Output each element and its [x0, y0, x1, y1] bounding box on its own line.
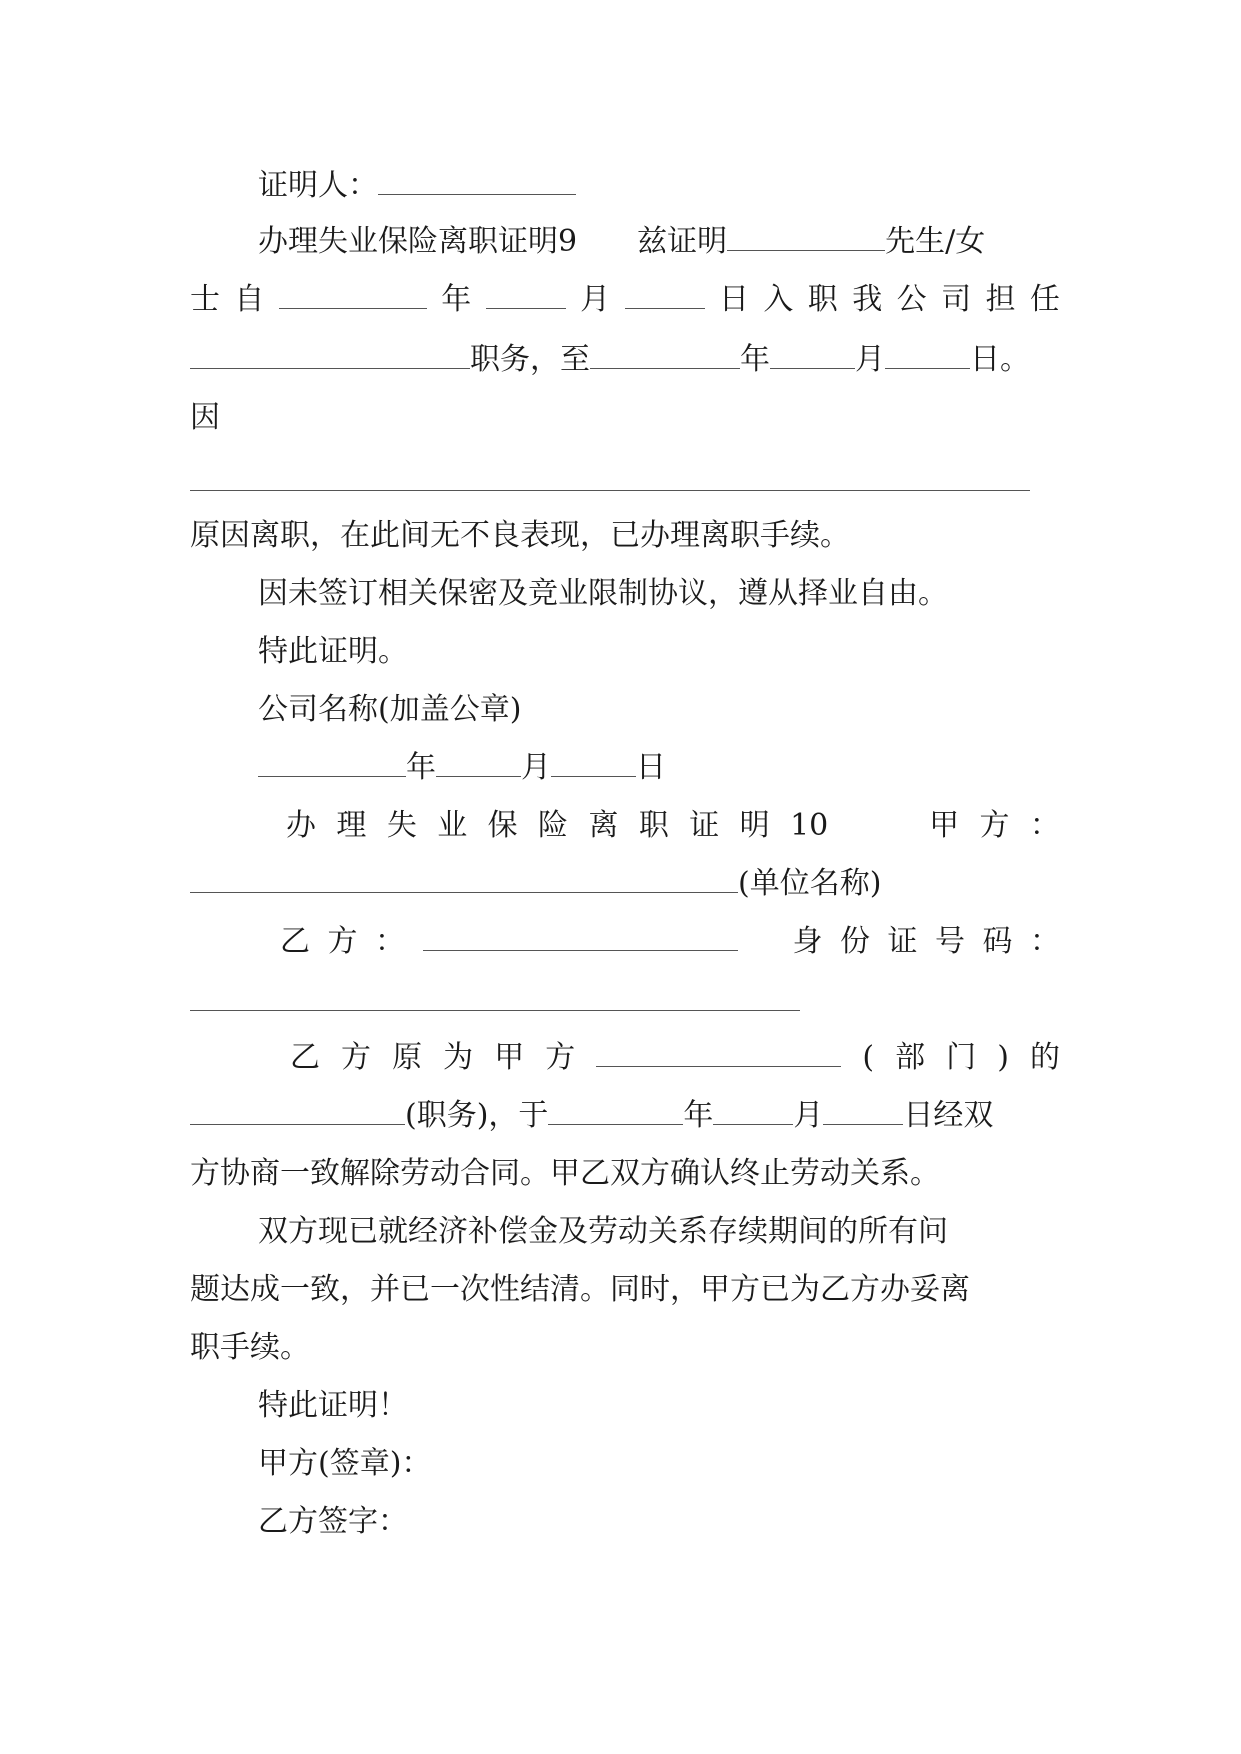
- text-char: 月: [580, 282, 611, 317]
- text-char: 方: [545, 1040, 576, 1075]
- text-char: 乙: [290, 1040, 320, 1075]
- cert9-title-line: [190, 222, 1128, 262]
- hereby-certify-line: 特此证明。: [258, 634, 408, 669]
- text-char: 保: [487, 808, 518, 843]
- witness-line: [190, 166, 1128, 206]
- text-char: 证: [887, 924, 918, 959]
- employer-blank: [190, 864, 738, 893]
- employer-label: (单位名称): [738, 866, 882, 901]
- cert9-title-suffix: 先生/女: [885, 224, 986, 259]
- text-char: 份: [840, 924, 870, 959]
- position-line: [190, 340, 1060, 380]
- reason-blank: [190, 490, 1030, 491]
- text-char: 的: [1029, 1040, 1060, 1075]
- text-char: 理: [336, 808, 367, 843]
- text-char: 离: [588, 808, 619, 843]
- text-char: 办: [286, 808, 316, 843]
- text-char: 方: [341, 1040, 372, 1075]
- entry-year-blank: [279, 280, 427, 309]
- text-char: 自: [234, 282, 265, 317]
- text-char: (: [862, 1040, 875, 1075]
- cert9-title: 办理失业保险离职证明9: [258, 224, 578, 259]
- leave-month-blank: [770, 340, 855, 369]
- text-char: 任: [1029, 282, 1060, 317]
- department-blank: [596, 1038, 841, 1067]
- text-char: 职: [807, 282, 838, 317]
- cert10-title-line: [190, 806, 1060, 846]
- text-char: 司: [941, 282, 972, 317]
- month-text: 月: [521, 750, 551, 785]
- position-blank: [190, 340, 470, 369]
- text-char: 证: [689, 808, 720, 843]
- cert9-intro: 兹证明: [637, 224, 728, 259]
- job-date-line: [190, 1096, 1060, 1136]
- reason-prefix: 因: [190, 400, 220, 435]
- text-char: 失: [386, 808, 417, 843]
- job-blank: [190, 1096, 405, 1125]
- sign-day-blank: [551, 748, 636, 777]
- text-char: 日: [718, 282, 749, 317]
- settlement-line-1: 双方现已就经济补偿金及劳动关系存续期间的所有问: [258, 1214, 948, 1249]
- leave-year-blank: [590, 340, 740, 369]
- text-char: ：: [375, 924, 405, 959]
- witness-blank: [378, 166, 576, 195]
- sign-month-blank: [436, 748, 521, 777]
- text-char: 乙: [280, 924, 310, 959]
- settlement-line-2: 题达成一致，并已一次性结清。同时，甲方已为乙方办妥离: [190, 1272, 970, 1307]
- text-char: 担: [985, 282, 1016, 317]
- text-char: 甲: [929, 808, 960, 843]
- text-char: 号: [935, 924, 965, 959]
- non-compete-line: 因未签订相关保密及竞业限制协议，遵从择业自由。: [258, 576, 948, 611]
- day-text: 日。: [970, 342, 1030, 377]
- month-text: 月: [793, 1098, 824, 1133]
- sign-date-line: [190, 748, 1128, 788]
- text-char: 士: [190, 282, 220, 317]
- witness-label: 证明人：: [258, 168, 378, 203]
- term-day-blank: [823, 1096, 903, 1125]
- employee-name-blank: [423, 922, 738, 951]
- text-char: 身: [792, 924, 823, 959]
- text-char: 甲: [494, 1040, 525, 1075]
- position-text: 职务，至: [470, 342, 590, 377]
- party-a-signature-line: 甲方(签章)：: [258, 1446, 432, 1481]
- text-char: 年: [441, 282, 472, 317]
- resign-reason-line: 原因离职，在此间无不良表现，已办理离职手续。: [190, 518, 850, 553]
- hereby-certify-line-2: 特此证明！: [258, 1388, 408, 1423]
- text-char: 险: [538, 808, 569, 843]
- text-char: 公: [896, 282, 927, 317]
- id-number-blank: [190, 1010, 800, 1011]
- name-blank: [727, 222, 885, 251]
- text-char: 原: [392, 1040, 423, 1075]
- text-char: 我: [852, 282, 883, 317]
- reason-line: [190, 398, 1060, 438]
- party-b-signature-line: 乙方签字：: [258, 1504, 408, 1539]
- entry-month-blank: [486, 280, 566, 309]
- job-text: (职务)，于: [405, 1098, 549, 1133]
- term-month-blank: [713, 1096, 793, 1125]
- department-line: [190, 1038, 1060, 1078]
- leave-day-blank: [885, 340, 970, 369]
- month-text: 月: [855, 342, 885, 377]
- year-text: 年: [406, 750, 436, 785]
- day-text: 日: [636, 750, 666, 785]
- text-char: 为: [443, 1040, 474, 1075]
- term-year-blank: [548, 1096, 683, 1125]
- text-char: 门: [946, 1040, 977, 1075]
- company-name-line: 公司名称(加盖公章): [258, 692, 522, 727]
- text-char: 方: [327, 924, 358, 959]
- sign-year-blank: [258, 748, 406, 777]
- termination-line: 方协商一致解除劳动合同。甲乙双方确认终止劳动关系。: [190, 1156, 940, 1191]
- text-char: ：: [1030, 924, 1060, 959]
- text-char: 方: [979, 808, 1010, 843]
- text-char: 部: [895, 1040, 926, 1075]
- year-text: 年: [683, 1098, 714, 1133]
- text-char: 业: [437, 808, 468, 843]
- entry-date-line: [190, 280, 1060, 320]
- settlement-line-3: 职手续。: [190, 1330, 310, 1365]
- entry-day-blank: [625, 280, 705, 309]
- text-char: 明: [739, 808, 770, 843]
- text-char: ): [997, 1040, 1009, 1075]
- year-text: 年: [740, 342, 770, 377]
- text-char: ：: [1029, 808, 1060, 843]
- employee-id-line: [190, 922, 1060, 962]
- text-char: 10: [790, 808, 829, 843]
- text-char: 码: [982, 924, 1013, 959]
- employer-name-line: [190, 864, 1060, 904]
- text-char: 入: [763, 282, 794, 317]
- day-text: 日经双: [903, 1098, 994, 1133]
- text-char: 职: [638, 808, 669, 843]
